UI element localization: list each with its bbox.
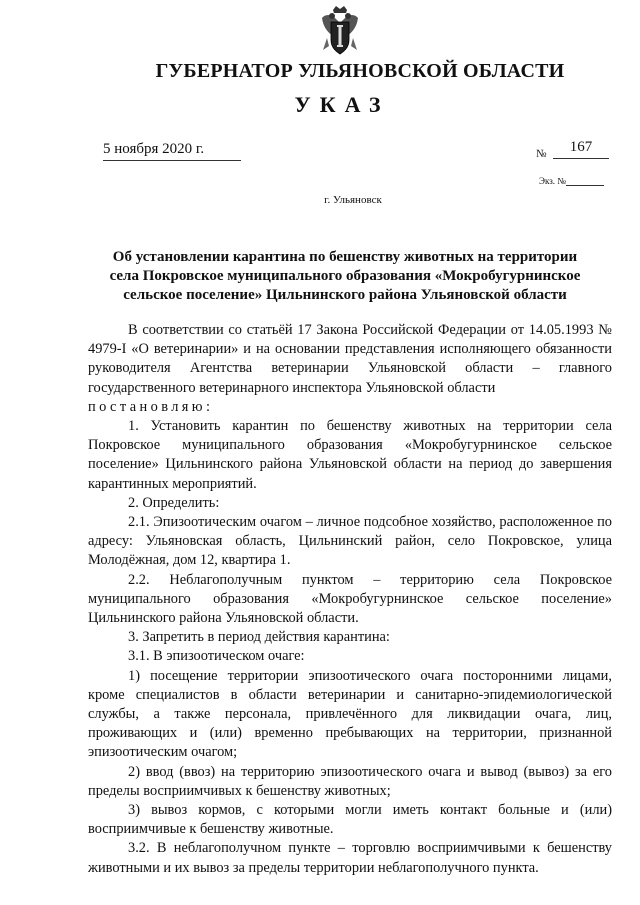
paragraph-3-2: 3.2. В неблагополучном пункте – торговлю восприимчивыми к бешенству животными и их вывоз за пределы территории неблагополучного пункта.: [88, 840, 612, 876]
paragraph-3-1-2: 2) ввод (ввоз) на территорию эпизоотического очага и вывод (вывоз) за его пределы восприимчивых к бешенству животных;: [88, 763, 612, 799]
copy-number: [539, 176, 604, 186]
paragraph-2-1: 2.1. Эпизоотическим очагом – личное подсобное хозяйство, расположенное по адресу: Ульяновская область, Цильнинский район, село Покровское, улица Молодёжная, дом 12, квартира 1.: [88, 514, 612, 569]
coat-of-arms-icon: [319, 4, 361, 60]
paragraph-3-1: 3.1. В эпизоотическом очаге:: [128, 648, 305, 665]
heading-line: Об установлении карантина по бешенству животных на территории: [112, 249, 578, 265]
copy-label: Экз. №: [539, 176, 566, 186]
number-label: №: [536, 148, 547, 160]
city: г. Ульяновск: [324, 194, 382, 206]
copy-number-line: [566, 177, 604, 186]
document-type: УКАЗ: [294, 92, 390, 117]
decree-heading: [100, 248, 590, 305]
paragraph-1: 1. Установить карантин по бешенству животных на территории села Покровское муниципального образования «Мокробугурнинское сельское поселение» Цильнинского района Ульяновской области на период до завершения карантинных мероприятий.: [88, 418, 612, 492]
paragraph-2-2: 2.2. Неблагополучным пунктом – территорию села Покровское муниципального образования «Мокробугурнинское сельское поселение» Цильнинского района Ульяновской области.: [88, 571, 612, 627]
paragraph-3: 3. Запретить в период действия карантина:: [128, 629, 390, 646]
preamble-paragraph: В соответствии со статьёй 17 Закона Российской Федерации от 14.05.1993 № 4979-I «О ветеринарии» и на основании представления исполняющего обязанности руководителя Агентства ветеринарии Ульяновской области – главного государственного ветеринарного инспектора Ульяновской области: [88, 322, 612, 396]
decree-body: [88, 321, 612, 878]
paragraph-2: 2. Определить:: [128, 494, 220, 511]
decree-number: 167: [553, 139, 609, 159]
paragraph-3-1-3: 3) вывоз кормов, с которыми могли иметь контакт больные и (или) восприимчивые к бешенству животные.: [88, 802, 612, 838]
heading-line: села Покровское муниципального образования «Мокробугурнинское: [109, 268, 581, 284]
decree-date: 5 ноября 2020 г.: [103, 141, 241, 161]
governor-title: ГУБЕРНАТОР УЛЬЯНОВСКОЙ ОБЛАСТИ: [155, 60, 565, 82]
decree-verb: постановляю:: [88, 398, 214, 415]
heading-line: сельское поселение» Цильнинского района Ульяновской области: [123, 287, 567, 303]
paragraph-3-1-1: 1) посещение территории эпизоотического очага посторонними лицами, кроме специалистов в области ветеринарии и санитарно-эпидемиологической службы, а также персонала, привлечённого для ликвидации очага, лиц, проживающих и (или) временно пребывающих на территории, признанной эпизоотическим очагом;: [88, 667, 612, 761]
